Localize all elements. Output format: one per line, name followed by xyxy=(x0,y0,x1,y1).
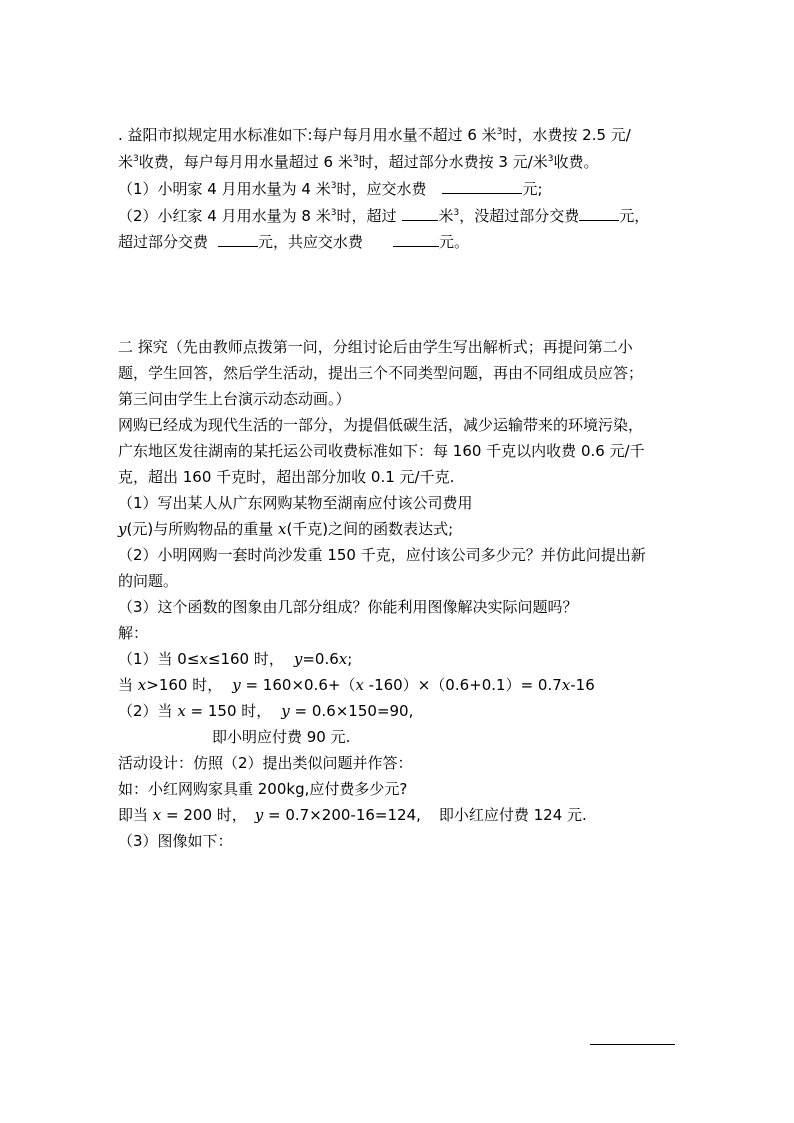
q2-text-line: （2）小明网购一套时尚沙发重 150 千克，应付该公司多少元？并仿此问提出新 xyxy=(118,546,646,564)
q2-text: （1）当 0≤ xyxy=(118,650,200,668)
variable-x: x xyxy=(152,806,162,824)
graph-heading: （3）图像如下： xyxy=(118,832,233,850)
q2-text: 即小红应付费 124 元. xyxy=(438,806,587,824)
q1-text: ，没超过部分交费 xyxy=(459,207,580,225)
q2-text: >160 时， xyxy=(146,676,223,694)
superscript: 3 xyxy=(547,154,554,164)
q2-text-line: 网购已经成为现代生活的一部分，为提倡低碳生活，减少运输带来的环境污染， xyxy=(118,416,644,434)
variable-x: x xyxy=(355,676,364,694)
variable-x: x xyxy=(199,650,208,668)
answer-blank[interactable] xyxy=(442,178,522,194)
q1-text: 超过部分交费 xyxy=(118,233,209,251)
variable-y: y xyxy=(293,650,303,668)
variable-y: y xyxy=(232,676,241,694)
q2-text: =0.6 xyxy=(302,650,339,668)
superscript: 3 xyxy=(330,208,337,218)
solution-line xyxy=(118,675,678,695)
q2-text: = 0.7×200-16=124, xyxy=(263,806,421,824)
q1-text: 元; xyxy=(522,180,543,198)
variable-x: x xyxy=(177,702,186,720)
q1-line-2 xyxy=(118,152,678,172)
q1-text: 时，应交水费 xyxy=(336,180,427,198)
q2-text-line: 第三问由学生上台演示动态动画。） xyxy=(118,390,351,408)
q1-part-2 xyxy=(118,205,678,226)
q1-part-1 xyxy=(118,178,678,199)
answer-blank[interactable] xyxy=(218,231,258,247)
variable-x: x xyxy=(277,520,287,538)
q2-text: -16 xyxy=(570,676,595,694)
solution-line: 即小明应付费 90 元. xyxy=(212,728,351,746)
variable-x: x xyxy=(137,676,147,694)
superscript: 3 xyxy=(496,127,503,137)
q2-text-line: （3）这个函数的图象由几部分组成？你能利用图像解决实际问题吗？ xyxy=(118,598,578,616)
q1-text: 元。 xyxy=(439,233,470,251)
q1-text: . 益阳市拟规定用水标准如下:每户每月用水量不超过 6 米 xyxy=(118,126,497,144)
q1-text: 时，超过部分水费按 3 元/米 xyxy=(358,153,548,171)
q1-text: 元，共应交水费 xyxy=(258,233,364,251)
answer-blank[interactable] xyxy=(402,205,438,221)
q2-text-line: （1）写出某人从广东网购某物至湖南应付该公司费用 xyxy=(118,494,473,512)
variable-y: y xyxy=(281,702,290,720)
q1-part-3 xyxy=(118,231,678,252)
q2-text: (元)与所购物品的重量 xyxy=(126,520,278,538)
q2-text: ; xyxy=(347,650,353,668)
q2-text-line: 二 探究（先由教师点拨第一问，分组讨论后由学生写出解析式；再提问第二小 xyxy=(118,338,633,356)
q1-text: 米 xyxy=(438,207,454,225)
q2-text: = 200 时， xyxy=(161,806,247,824)
solution-line xyxy=(118,649,678,669)
q2-text: -160）×（0.6+0.1）= 0.7 xyxy=(363,676,562,694)
activity-line: 如：小红网购家具重 200kg,应付费多少元? xyxy=(118,780,408,798)
q2-text-line: 题，学生回答，然后学生活动，提出三个不同类型问题，再由不同组成员应答； xyxy=(118,364,644,382)
variable-y: y xyxy=(254,806,264,824)
variable-x: x xyxy=(561,676,571,694)
q2-text: 即当 xyxy=(118,806,153,824)
superscript: 3 xyxy=(133,154,139,164)
q1-text: （2）小红家 4 月用水量为 8 米 xyxy=(118,207,331,225)
superscript: 3 xyxy=(330,181,337,191)
q1-text: （1）小明家 4 月用水量为 4 米 xyxy=(118,180,331,198)
q1-text: 时，水费按 2.5 元/ xyxy=(502,126,631,144)
solution-line xyxy=(118,701,678,721)
answer-blank[interactable] xyxy=(579,205,619,221)
q1-line-1 xyxy=(118,125,678,145)
q2-text-line: 克，超出 160 千克时，超出部分加收 0.1 元/千克. xyxy=(118,468,455,486)
q2-text-line: 广东地区发往湖南的某托运公司收费标准如下：每 160 千克以内收费 0.6 元/千 xyxy=(118,442,645,460)
activity-line: 活动设计：仿照（2）提出类似问题并作答： xyxy=(118,754,413,772)
q1-text: 米 xyxy=(118,153,134,171)
superscript: 3 xyxy=(453,208,460,218)
footer-rule xyxy=(590,1044,675,1045)
q2-text-line: 的问题。 xyxy=(118,572,179,590)
q2-text-line xyxy=(118,519,678,539)
q2-text: ≤160 时， xyxy=(207,650,284,668)
answer-blank[interactable] xyxy=(393,231,439,247)
q1-text: 收费。 xyxy=(553,153,599,171)
activity-line xyxy=(118,805,678,825)
q2-text: (千克)之间的函数表达式; xyxy=(286,520,454,538)
q1-text: 收费，每户每月用水量超过 6 米 xyxy=(138,153,353,171)
variable-y: y xyxy=(118,520,127,538)
q1-text: 元， xyxy=(619,207,650,225)
solution-heading: 解： xyxy=(118,624,149,642)
q1-text: 时，超过 xyxy=(336,207,397,225)
q2-text: 当 xyxy=(118,676,138,694)
q2-text: = 0.6×150=90, xyxy=(289,702,414,720)
q2-text: （2）当 xyxy=(118,702,178,720)
superscript: 3 xyxy=(352,154,359,164)
variable-x: x xyxy=(338,650,348,668)
q2-text: = 150 时， xyxy=(185,702,272,720)
q2-text: = 160×0.6+（ xyxy=(240,676,356,694)
